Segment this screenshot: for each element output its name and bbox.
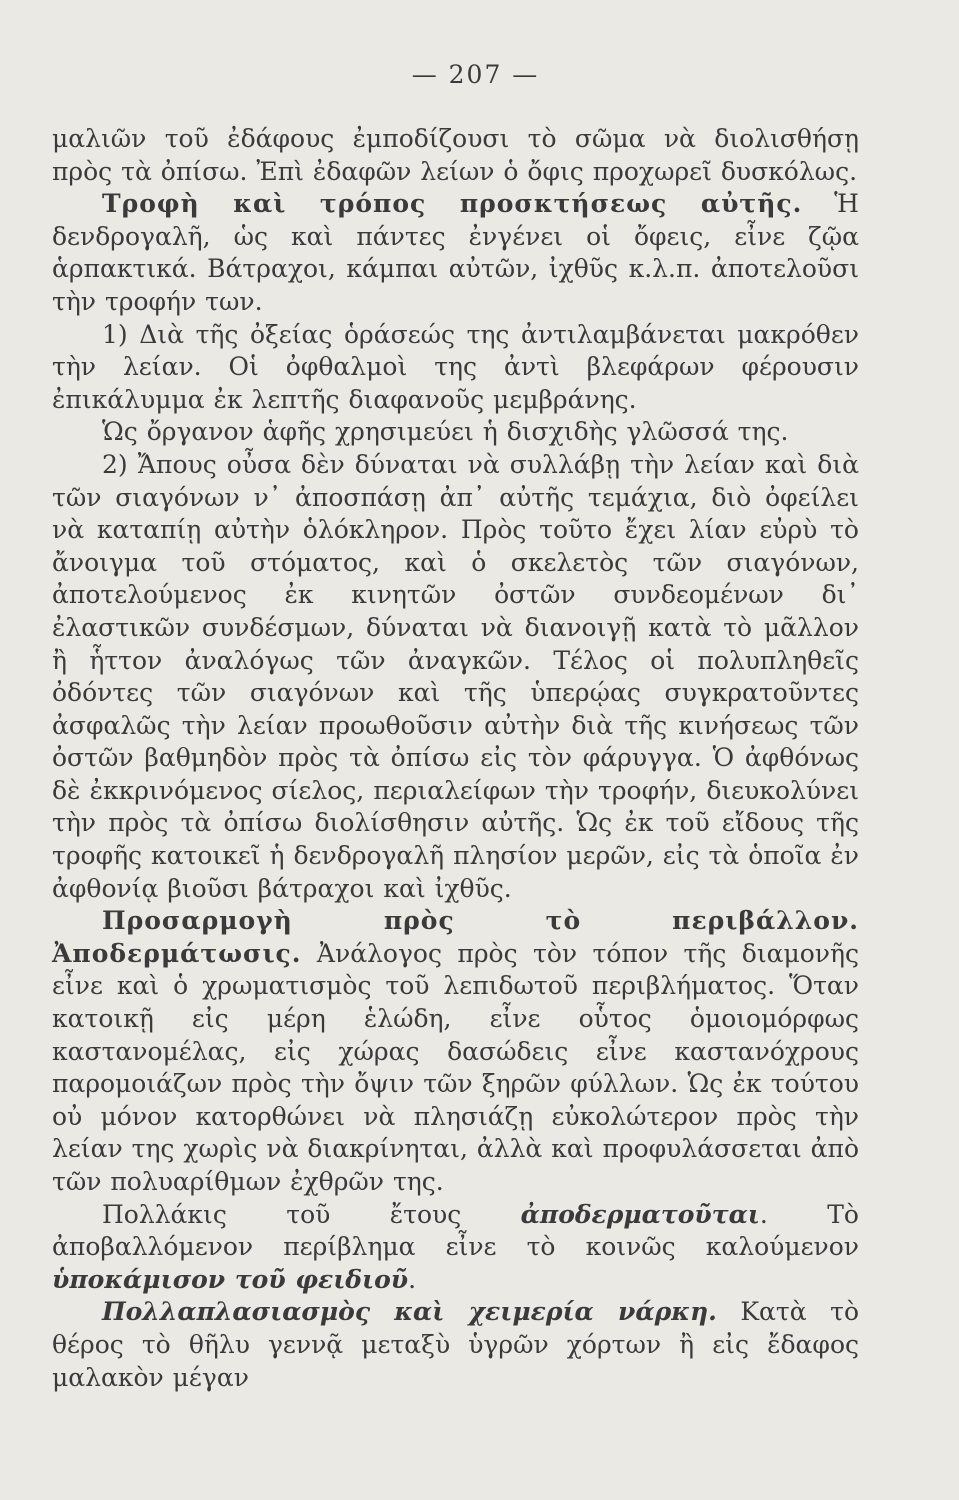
shedding-text-middle: . Τὸ ἀποβαλλόμενον περίβλημα εἶνε τὸ κοινῶς καλούμενον	[52, 1199, 859, 1262]
paragraph-reproduction-text: Κατὰ τὸ θέρος τὸ θῆλυ γεννᾷ μεταξὺ ὑγρῶν χόρτων ἢ εἰς ἔδαφος μαλακὸν μέγαν	[52, 1297, 859, 1392]
paragraph-adaptation	[52, 905, 859, 1198]
paragraph-food	[52, 188, 859, 318]
paragraph-adaptation-text: Ἀνάλογος πρὸς τὸν τόπον τῆς διαμονῆς εἶνε καὶ ὁ χρωματισμὸς τοῦ λεπιδωτοῦ περιβλήματος. Ὅταν κατοικῇ εἰς μέρη ἑλώδη, εἶνε οὗτος ὁμοιομόρφως καστανομέλας, εἰς χώρας δασώδεις εἶνε καστανόχρους παρομοιάζων πρὸς τὴν ὄψιν τῶν ξηρῶν φύλλων. Ὡς ἐκ τούτου οὐ μόνον κατορθώνει νὰ πλησιάζῃ εὐκολώτερον πρὸς τὴν λείαν της χωρὶς νὰ διακρίνηται, ἀλλὰ καὶ προφυλάσσεται ἀπὸ τῶν πολυαρίθμων ἐχθρῶν της.	[52, 938, 860, 1196]
shedding-emphasis-name: ὑποκάμισον τοῦ φειδιοῦ	[52, 1264, 409, 1294]
paragraph-swallowing: 2) Ἄπους οὖσα δὲν δύναται νὰ συλλάβῃ τὴν λείαν καὶ διὰ τῶν σιαγόνων ν᾿ ἀποσπάσῃ ἀπ᾿ αὐτῆς τεμάχια, διὸ ὀφείλει νὰ καταπίῃ αὐτὴν ὁλόκληρον. Πρὸς τοῦτο ἔχει λίαν εὐρὺ τὸ ἄνοιγμα τοῦ στόματος, καὶ ὁ σκελετὸς τῶν σιαγόνων, ἀποτελούμενος ἐκ κινητῶν ὀστῶν συνδεομένων δι᾿ ἐλαστικῶν συνδέσμων, δύναται νὰ διανοιγῇ κατὰ τὸ μᾶλλον ἢ ἧττον ἀναλόγως τῶν ἀναγκῶν. Τέλος οἱ πολυπληθεῖς ὀδόντες τῶν σιαγόνων καὶ τῆς ὑπερῴας συγκρατοῦντες ἀσφαλῶς τὴν λείαν προωθοῦσιν αὐτὴν διὰ τῆς κινήσεως τῶν ὀστῶν βαθμηδὸν πρὸς τὰ ὀπίσω εἰς τὸν φάρυγγα. Ὁ ἀφθόνως δὲ ἐκκρινόμενος σίελος, περιαλείφων τὴν τροφήν, διευκολύνει τὴν πρὸς τὰ ὀπίσω διολίσθησιν αὐτῆς. Ὡς ἐκ τοῦ εἴδους τῆς τροφῆς κατοικεῖ ἡ δενδρογαλῆ πλησίον μερῶν, εἰς τὰ ὁποῖα ἐν ἀφθονίᾳ βιοῦσι βάτραχοι καὶ ἰχθῦς.	[52, 449, 859, 903]
page-number: — 207 —	[411, 60, 540, 89]
body-text	[52, 123, 859, 1394]
paragraph-reproduction	[52, 1296, 859, 1394]
paragraph-tongue: Ὡς ὄργανον ἁφῆς χρησιμεύει ἡ δισχιδὴς γλῶσσά της.	[102, 417, 789, 447]
section-heading-reproduction: Πολλαπλασιασμὸς καὶ χειμερία νάρκη.	[102, 1297, 717, 1327]
section-heading-adaptation: Προσαρμογὴ πρὸς τὸ περιβάλλον. Ἀποδερμάτωσις.	[52, 906, 859, 968]
shedding-text-end: .	[408, 1264, 417, 1294]
section-heading-food: Τροφὴ καὶ τρόπος προσκτήσεως αὐτῆς.	[102, 189, 803, 219]
paragraph-shedding	[52, 1199, 859, 1297]
shedding-text-start: Πολλάκις τοῦ ἔτους	[102, 1199, 521, 1229]
paragraph-vision: 1) Διὰ τῆς ὀξείας ὁράσεώς της ἀντιλαμβάνεται μακρόθεν τὴν λείαν. Οἱ ὀφθαλμοὶ της ἀντὶ βλεφάρων φέρουσιν ἐπικάλυμμα ἐκ λεπτῆς διαφανοῦς μεμβράνης.	[52, 319, 859, 414]
paragraph-food-text: Ἡ δενδρογαλῆ, ὡς καὶ πάντες ἐνγένει οἱ ὄφεις, εἶνε ζῷα ἁρπακτικά. Βάτραχοι, κάμπαι αὐτῶν, ἰχθῦς κ.λ.π. ἀποτελοῦσι τὴν τροφήν των.	[52, 189, 859, 316]
shedding-emphasis-term: ἀποδερματοῦται	[520, 1199, 760, 1229]
paragraph-continuation: μαλιῶν τοῦ ἐδάφους ἐμποδίζουσι τὸ σῶμα νὰ διολισθήσῃ πρὸς τὰ ὀπίσω. Ἐπὶ ἐδαφῶν λείων ὁ ὄφις προχωρεῖ δυσκόλως.	[52, 124, 859, 186]
